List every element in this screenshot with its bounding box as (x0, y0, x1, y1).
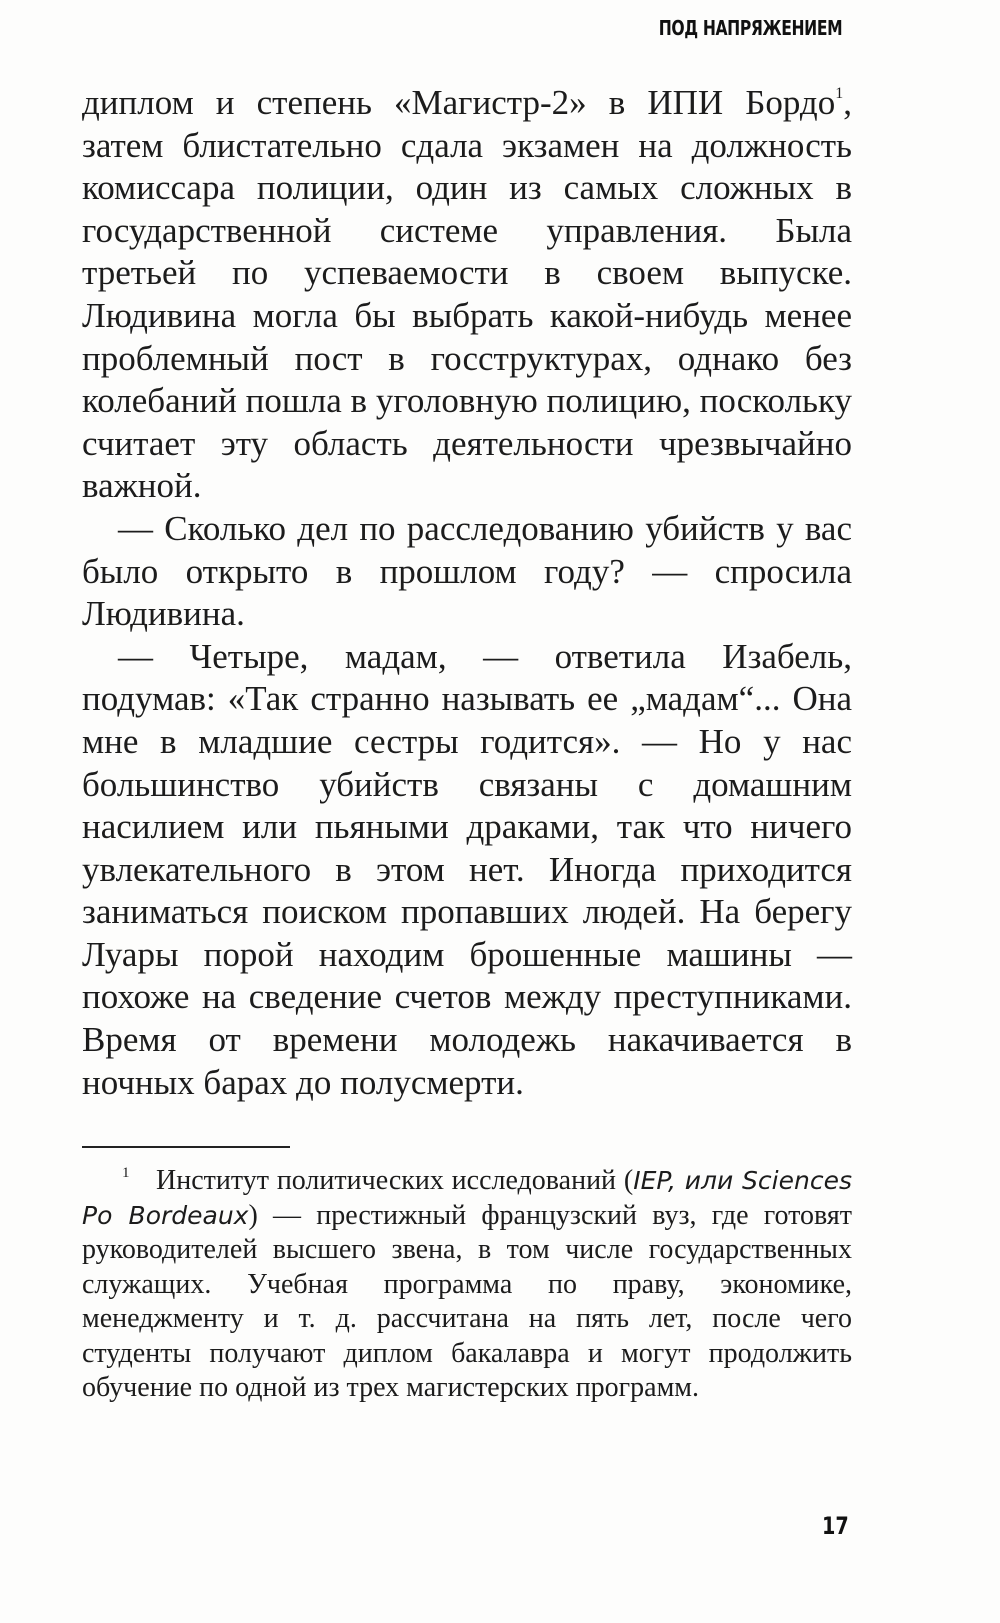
footnote-text: ) — престижный французский вуз, где готовят руководителей высшего звена, в том числе государственных служащих. Учебная программа по праву, экономике, менеджменту и т. д. рассчитана на пять лет, после чего студенты получают диплом бакалавра и могут продолжить обучение по одной из трех магистерских программ. (82, 1199, 852, 1403)
page-number: 17 (822, 1512, 849, 1540)
footnote-latin-name: IEP, или Sciences Po Bordeaux (82, 1166, 852, 1230)
paragraph (82, 82, 852, 508)
paragraph-text: диплом и степень «Магистр-2» в ИПИ Бордо (82, 83, 836, 122)
paragraph-text: , затем блистательно сдала экзамен на должность комиссара полиции, один из самых сложных в государственной системе управления. Была третьей по успеваемости в своем выпуске. Людивина могла бы выбрать какой-нибудь менее проблемный пост в госструктурах, однако без колебаний пошла в уголовную полицию, поскольку считает эту область деятельности чрезвычайно важной. (82, 83, 852, 506)
footnote-text: Институт политических исследований ( (156, 1165, 634, 1196)
footnote-separator (82, 1146, 290, 1148)
dialog-paragraph: — Четыре, мадам, — ответила Изабель, подумав: «Так странно называть ее „мадам“... Она мне в младшие сестры годится». — Но у нас большинство убийств связаны с домашним насилием или пьяными драками, так что ничего увлекательного в этом нет. Иногда приходится заниматься поиском пропавших людей. На берегу Луары порой находим брошенные машины — похоже на сведение счетов между преступниками. Время от времени молодежь накачивается в ночных барах до полусмерти. (82, 636, 852, 1102)
footnote: 1 Институт политических исследований (IEP, или Sciences Po Bordeaux) — престижный французский вуз, где готовят руководителей высшего звена, в том числе государственных служащих. Учебная программа по праву, экономике, менеджменту и т. д. рассчитана на пять лет, после чего студенты получают диплом бакалавра и могут продолжить обучение по одной из трех магистерских программ. (82, 1165, 852, 1403)
dialog-paragraph: — Сколько дел по расследованию убийств у вас было открыто в прошлом году? — спросила Людивина. (82, 508, 852, 634)
footnote-reference: 1 (835, 85, 844, 102)
main-text (82, 82, 852, 1104)
running-header: ПОД НАПРЯЖЕНИЕМ (658, 16, 842, 40)
